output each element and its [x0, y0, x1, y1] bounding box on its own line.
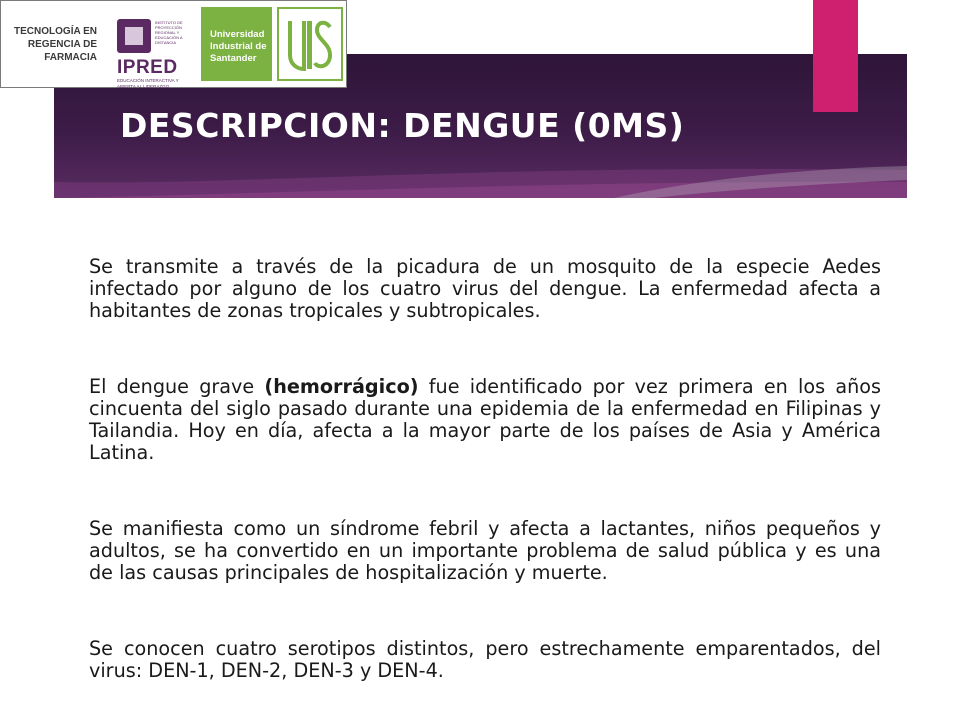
uis-name — [210, 29, 268, 65]
paragraph-history-start: El dengue grave — [89, 375, 265, 398]
paragraph-symptoms: Se manifiesta como un síndrome febril y afecta a lactantes, niños pequeños y adultos, se ha convertido en un importante problema de salud pública y es una de las causas principales de hospitalización y muerte. — [89, 517, 881, 584]
ipred-subtitle: EDUCACIÓN INTERACTIVA Y ABIERTA AL LIDERAZGO — [117, 78, 179, 89]
paragraph-serotypes: Se conocen cuatro serotipos distintos, pero estrechamente emparentados, del virus: DEN-1, DEN-2, DEN-3 y DEN-4. — [89, 637, 881, 682]
ipred-emblem-icon — [117, 19, 151, 53]
institution-logos — [0, 0, 347, 88]
uis-name-line1: Universidad — [210, 29, 265, 40]
ipred-emblem-text: INSTITUTO DE PROYECCIÓN REGIONAL Y EDUCACIÓN A DISTANCIA — [155, 20, 183, 45]
ipred-name: IPRED — [117, 57, 178, 78]
uis-name-logo — [201, 7, 272, 81]
slide-title: DESCRIPCION: DENGUE (0MS) — [120, 106, 685, 145]
uis-name-line3: Santander — [210, 53, 257, 64]
paragraph-history — [89, 376, 881, 464]
uis-name-line2: Industrial de — [210, 41, 267, 52]
uis-seal-icon — [277, 7, 343, 81]
accent-bar — [813, 0, 858, 112]
tecnologia-regencia-logo — [7, 25, 97, 64]
tecnologia-logo-line2: REGENCIA DE — [27, 39, 97, 50]
paragraph-history-end: fue identificado por vez primera en los años cincuenta del siglo pasado durante una epidemia de la enfermedad en Filipinas y Tailandia. Hoy en día, afecta a la mayor parte de los países de Asia y América Latina. — [89, 375, 881, 464]
slide-body — [89, 256, 881, 682]
hemorrhagic-emphasis: (hemorrágico) — [264, 375, 419, 398]
tecnologia-logo-line3: FARMACIA — [44, 52, 97, 63]
paragraph-transmission: Se transmite a través de la picadura de un mosquito de la especie Aedes infectado por alguno de los cuatro virus del dengue. La enfermedad afecta a habitantes de zonas tropicales y subtropicales. — [89, 255, 881, 322]
ipred-logo — [109, 15, 197, 89]
tecnologia-logo-line1: TECNOLOGÍA EN — [14, 26, 97, 37]
